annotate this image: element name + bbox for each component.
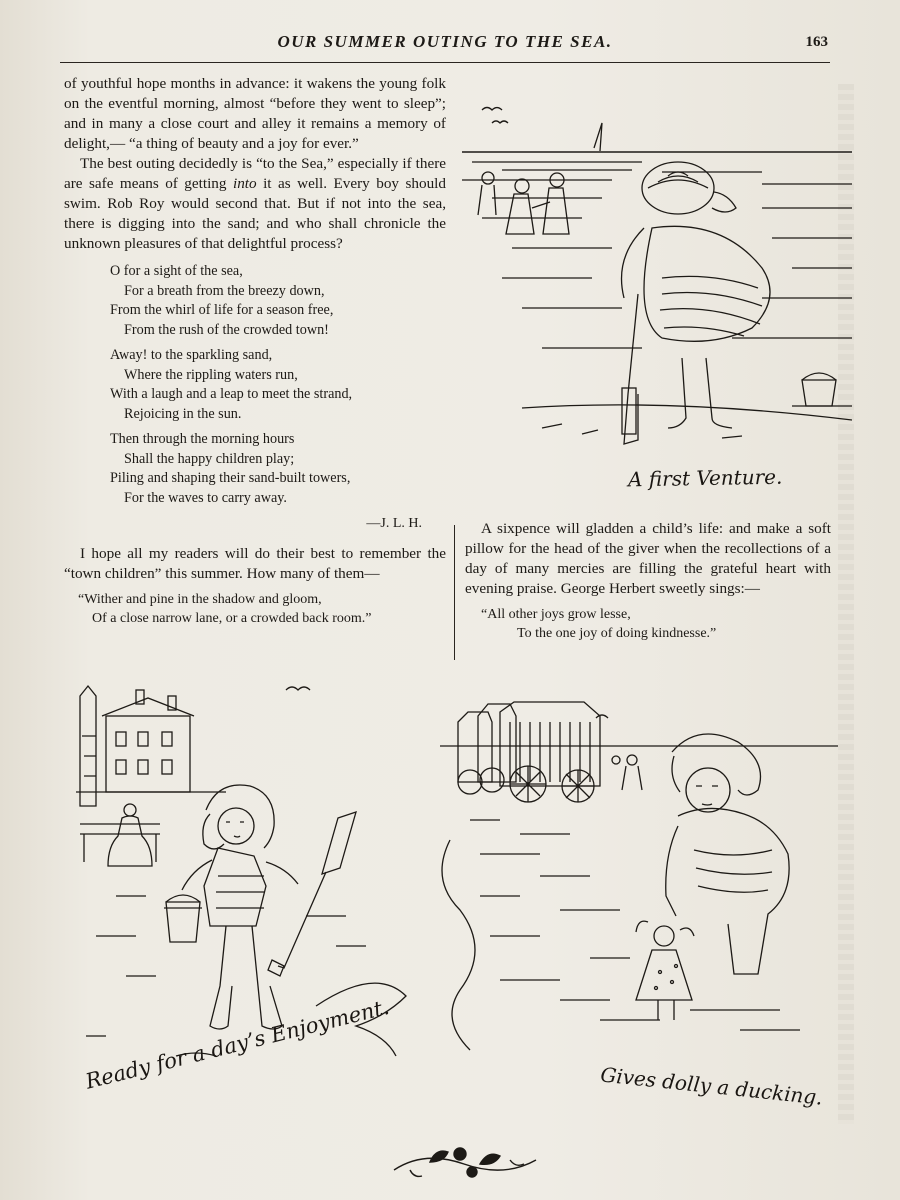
poem-line: Piling and shaping their sand-built towers, bbox=[110, 470, 351, 486]
illustration-gives-dolly-a-ducking bbox=[440, 700, 838, 1070]
caption-first-venture: A first Venture. bbox=[627, 464, 783, 492]
poem-line: With a laugh and a leap to meet the strand, bbox=[110, 386, 353, 402]
poem-line: Shall the happy children play; bbox=[124, 450, 295, 467]
illustration-first-venture bbox=[462, 88, 852, 458]
page-number: 163 bbox=[805, 34, 828, 50]
paragraph-3: I hope all my readers will do their best to remember the “town children” this summer. How many of them— bbox=[64, 545, 446, 582]
poem-line: Where the rippling waters run, bbox=[124, 366, 298, 383]
poem-line: From the whirl of life for a season free, bbox=[110, 302, 334, 318]
quote-line: “Wither and pine in the shadow and gloom, bbox=[78, 592, 322, 607]
poem-line: From the rush of the crowded town! bbox=[124, 321, 329, 338]
poem-line: Then through the morning hours bbox=[110, 431, 295, 447]
right-paragraph: A sixpence will gladden a child’s life: and make a soft pillow for the head of the giver when the recollections of a day of many mercies are filling the grateful heart with evening praise. George Herbert sweetly sings:— bbox=[465, 520, 831, 597]
column-rule bbox=[454, 525, 455, 660]
paragraph-2-part-a: The best outing decidedly is “to the Sea,” especially if there are safe means of getting bbox=[64, 155, 446, 192]
poem bbox=[110, 262, 446, 508]
poem-line: O for a sight of the sea, bbox=[110, 263, 243, 279]
poem-line: For the waves to carry away. bbox=[124, 489, 287, 506]
poem-line: For a breath from the breezy down, bbox=[124, 282, 325, 299]
poem-signature: —J. L. H. bbox=[366, 516, 422, 531]
header-title: OUR SUMMER OUTING TO THE SEA. bbox=[277, 32, 613, 51]
paragraph-2-italic: into bbox=[232, 175, 257, 192]
quote-line: Of a close narrow lane, or a crowded back room.” bbox=[92, 611, 372, 626]
paragraph-2 bbox=[64, 154, 446, 254]
right-quote bbox=[481, 605, 831, 643]
running-header bbox=[60, 30, 830, 63]
poem-stanza-3 bbox=[110, 430, 446, 508]
caption-dolly-text: Gives dolly a ducking. bbox=[599, 1062, 824, 1110]
quote-line: “All other joys grow lesse, bbox=[481, 607, 631, 622]
poem-stanza-1 bbox=[110, 262, 446, 340]
paragraph-2-part-b: it as well. Every boy should swim. Rob Roy would second that. But if not into the sea, there is digging into the sand; and who shall chronicle the unknown pleasures of that delightful process? bbox=[64, 175, 446, 252]
left-column bbox=[64, 74, 446, 628]
quote-line: To the one joy of doing kindnesse.” bbox=[517, 626, 717, 641]
block-quote bbox=[78, 590, 446, 628]
paragraph-1: of youthful hope months in advance: it wakens the young folk on the eventful morning, almost “before they went to sleep”; and in many a close court and alley it remains a memory of delight,— “a thing of beauty and a joy for ever.” bbox=[64, 75, 446, 152]
poem-line: Rejoicing in the sun. bbox=[124, 405, 242, 422]
floral-ornament bbox=[390, 1140, 540, 1184]
poem-stanza-2 bbox=[110, 346, 446, 424]
poem-line: Away! to the sparkling sand, bbox=[110, 347, 273, 363]
right-column bbox=[465, 519, 831, 643]
caption-ready-for-enjoyment: Ready for a day’s Enjoyment. bbox=[83, 994, 392, 1094]
